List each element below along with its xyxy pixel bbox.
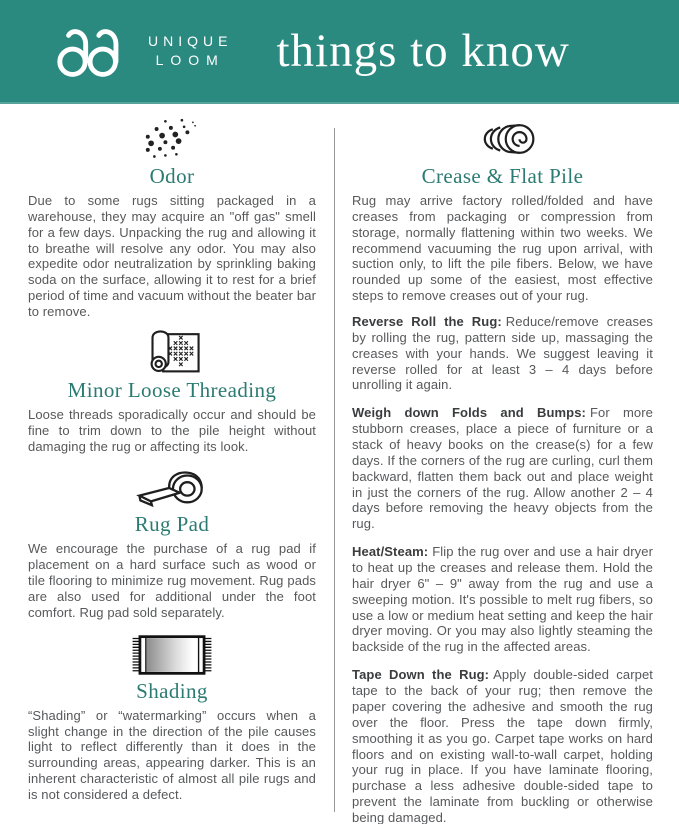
tip-label: Reverse Roll the Rug:: [352, 314, 502, 330]
left-column: [28, 116, 316, 822]
section-body: Loose threads sporadically occur and should be fine to trim down to the pile height without damaging the rug or affecting its look.: [28, 406, 316, 454]
section-heading: Rug Pad: [134, 512, 210, 537]
section-body: Rug may arrive factory rolled/folded and have creases from packaging or compression from storage, normally flattening within two weeks. We recommend vacuuming the rug upon arrival, with suction only, to lift the pile fibers. Below, we have rounded up some of the easiest, most effective steps to remove creases out of your rug.: [352, 193, 653, 304]
section-body: “Shading” or “watermarking” occurs when a slight change in the direction of the pile causes light to reflect differently than it does in the surrounding areas, appearing darker. This is an inherent characteristic of almost all pile rugs and is not considered a defect.: [28, 707, 316, 803]
section-odor: [28, 116, 316, 320]
section-heading: Crease & Flat Pile: [421, 164, 584, 188]
brand-name: [148, 32, 232, 70]
section-heading: Odor: [149, 164, 195, 188]
tip-text: Apply double-sided carpet tape to the back of your rug; then remove the paper covering the adhesive and smooth the rug over the floor. Press the tape down firmly, smoothing it as you go. Carpet tape works on hard floors and on existing wall-to-wall carpet, holding your rug in place. If you have laminate flooring, purchase a less adhesive double-sided tape to prevent the laminate from buckling or otherwise being damaged.: [352, 667, 653, 824]
rolled-rug-spiral-icon: [459, 116, 547, 162]
unique-loom-logo-icon: [52, 22, 134, 80]
tip-label: Heat/Steam:: [352, 544, 429, 560]
section-shading: [28, 631, 316, 803]
tip-label: Weigh down Folds and Bumps:: [352, 405, 586, 421]
section-body: We encourage the purchase of a rug pad if placement on a hard surface such as wood or tile flooring to minimize rug movement. Rug pads are also used for additional under the foot comfort. Rug pad sold separately.: [28, 541, 316, 620]
rolled-rug-crosshatch-icon: [141, 326, 203, 376]
section-minor-loose-threading: [28, 330, 316, 455]
right-column: [352, 116, 653, 822]
header-banner: [0, 0, 679, 104]
section-rug-pad: [28, 464, 316, 620]
tip-reverse-roll: [352, 314, 653, 393]
rug-pad-roll-icon: [131, 464, 213, 510]
tip-text: Flip the rug over and use a hair dryer to heat up the creases and release them. Hold the hair dryer 6" – 9" away from the rug and use a sweeping motion. It's possible to melt rug fibers, so use a low or medium heat setting and keep the hair dryer moving. Or you may also lightly steaming the backside of the rug in the affected areas.: [352, 544, 653, 655]
section-crease-flat-pile: [352, 116, 653, 304]
tip-heat-steam: [352, 544, 653, 655]
section-heading: Shading: [136, 678, 208, 703]
brand-line2: LOOM: [155, 52, 225, 68]
brand-line1: UNIQUE: [148, 33, 233, 50]
shaded-rug-icon: [130, 633, 214, 677]
section-body: Due to some rugs sitting packaged in a warehouse, they may acquire an "off gas" smell for a few days. Unpacking the rug and allowing it to breathe will resolve any odor. You may also expedite odor neutralization by sprinkling baking soda on the surface, allowing it to rest for a brief period of time and vacuum without the beater bar to remove.: [28, 193, 316, 320]
section-heading: Minor Loose Threading: [67, 377, 277, 402]
tip-text: For more stubborn creases, place a piece of furniture or a stack of heavy books on the crease(s) for a few days. If the corners of the rug are curling, curl them backward, flatten them back out and place weight in just the corners of the rug. Allow another 2 – 4 days before removing the heavy objects from the rug.: [352, 405, 653, 532]
column-divider: [334, 128, 335, 812]
content-area: [0, 104, 679, 822]
tip-text: Reduce/remove creases by rolling the rug, pattern side up, massaging the creases with your hands. We suggest leaving it reverse rolled for at least 3 – 4 days before unrolling it again.: [352, 314, 653, 393]
odor-dots-icon: [143, 118, 201, 162]
tip-tape-down: [352, 667, 653, 824]
page-title: things to know: [276, 25, 570, 77]
tip-weigh-down: [352, 405, 653, 532]
tip-label: Tape Down the Rug:: [352, 667, 490, 683]
